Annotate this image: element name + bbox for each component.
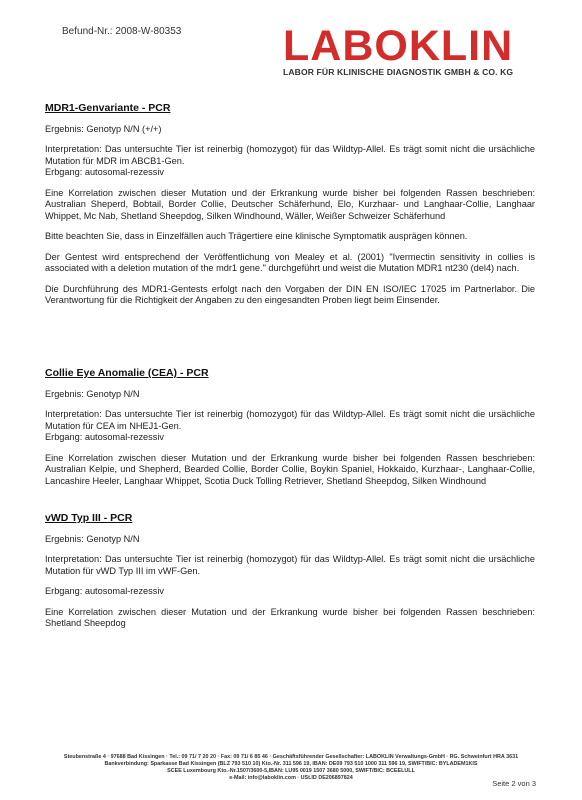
befund-number: Befund-Nr.: 2008-W-80353 <box>62 26 182 37</box>
section-vwd <box>45 513 535 639</box>
note-accreditation: Die Durchführung des MDR1-Gentests erfolgt nach den Vorgaben der DIN EN ISO/IEC 17025 im Partnerlabor. Die Verantwortung für die Richtigkeit der Angaben zu den eingesandten Proben liegt beim Einsender. <box>45 283 535 305</box>
logo-wordmark: LABOKLIN <box>283 22 514 70</box>
laboklin-logo <box>283 22 543 77</box>
result: Ergebnis: Genotyp N/N <box>45 388 140 399</box>
erbgang: Erbgang: autosomal-rezessiv <box>45 167 164 177</box>
section-title: Collie Eye Anomalie (CEA) - PCR <box>45 367 209 379</box>
section-cea <box>45 368 535 496</box>
correlation: Eine Korrelation zwischen dieser Mutation und der Erkrankung wurde bisher bei folgenden Rassen beschrieben: Australian Kelpie, und Shepherd, Bearded Collie, Border Collie, Boykin Spaniel, Hokkaido, Kurzhaar-, Langhaar-Collie, Lancashire Heeler, Langhaar Whippet, Scotia Duck Tolling Retriever, Shetland Sheepdog, Silken Windhound <box>45 452 535 486</box>
correlation: Eine Korrelation zwischen dieser Mutation und der Erkrankung wurde bisher bei folgenden Rassen beschrieben: Shetland Sheepdog <box>45 606 535 628</box>
interpretation: Interpretation: Das untersuchte Tier ist reinerbig (homozygot) für das Wildtyp-Allel. Es trägt somit nicht die ursächliche Mutation für vWD Typ III im vWF-Gen. <box>45 554 535 576</box>
footer-email: e-Mail: info@laboklin.com · USt.ID DE206897824 <box>229 775 353 781</box>
page-number: Seite 2 von 3 <box>492 779 536 788</box>
footer-bank-lux: SCEE Luxembourg Kto.-Nr.1507/3600-5,IBAN: LU95 0019 1507 3680 5000, SWIFT/BIC: BCEELULL <box>167 768 415 774</box>
interpretation: Interpretation: Das untersuchte Tier ist reinerbig (homozygot) für das Wildtyp-Allel. Es trägt somit nicht die ursächliche Mutation für CEA im NHEJ1-Gen. <box>45 409 535 431</box>
note-publication: Der Gentest wird entsprechend der Veröffentlichung von Mealey et al. (2001) "Ivermectin sensitivity in collies is associated with a deletion mutation of the mdr1 gene." durchgeführt und weist die Mutation MDR1 nt230 (del4) nach. <box>45 251 535 273</box>
note-carriers: Bitte beachten Sie, dass in Einzelfällen auch Trägertiere eine klinische Symptomatik ausprägen können. <box>45 231 468 241</box>
result: Ergebnis: Genotyp N/N <box>45 533 140 544</box>
footer-bank: Bankverbindung: Sparkasse Bad Kissingen (BLZ 793 510 10) Kto.-Nr. 311 596 19, IBAN: DE09 793 510 1000 311 596 19, SWIFT/BIC: BYLADEM1KIS <box>104 761 478 767</box>
erbgang: Erbgang: autosomal-rezessiv <box>45 432 164 442</box>
result: Ergebnis: Genotyp N/N (+/+) <box>45 123 162 134</box>
section-title: vWD Typ III - PCR <box>45 512 133 524</box>
footer-address: Steubenstraße 4 · 97688 Bad Kissingen · Tel.: 09 71/ 7 20 20 · Fax: 09 71/ 6 85 46 · Geschäftsführender Gesellschafter: LABOKLIN Verwaltungs-GmbH · RG. Schweinfurt HRA 3631 <box>63 754 519 760</box>
interpretation: Interpretation: Das untersuchte Tier ist reinerbig (homozygot) für das Wildtyp-Allel. Es trägt somit nicht die ursächliche Mutation für MDR im ABCB1-Gen. <box>45 144 535 166</box>
section-title: MDR1-Genvariante - PCR <box>45 102 171 114</box>
section-mdr1 <box>45 103 535 316</box>
footer <box>0 754 582 782</box>
erbgang: Erbgang: autosomal-rezessiv <box>45 586 164 596</box>
correlation: Eine Korrelation zwischen dieser Mutation und der Erkrankung wurde bisher bei folgenden Rassen beschrieben: Australian Sheperd, Bobtail, Border Collie, Deutscher Schäferhund, Elo, Kurzhaar- und Langhaar-Collie, Langhaar Whippet, Mc Nab, Shetland Sheepdog, Silken Windhound, Wäller, Weißer Schweizer Schäferhund <box>45 187 535 221</box>
logo-subtitle: LABOR FÜR KLINISCHE DIAGNOSTIK GMBH & CO. KG <box>283 67 514 77</box>
